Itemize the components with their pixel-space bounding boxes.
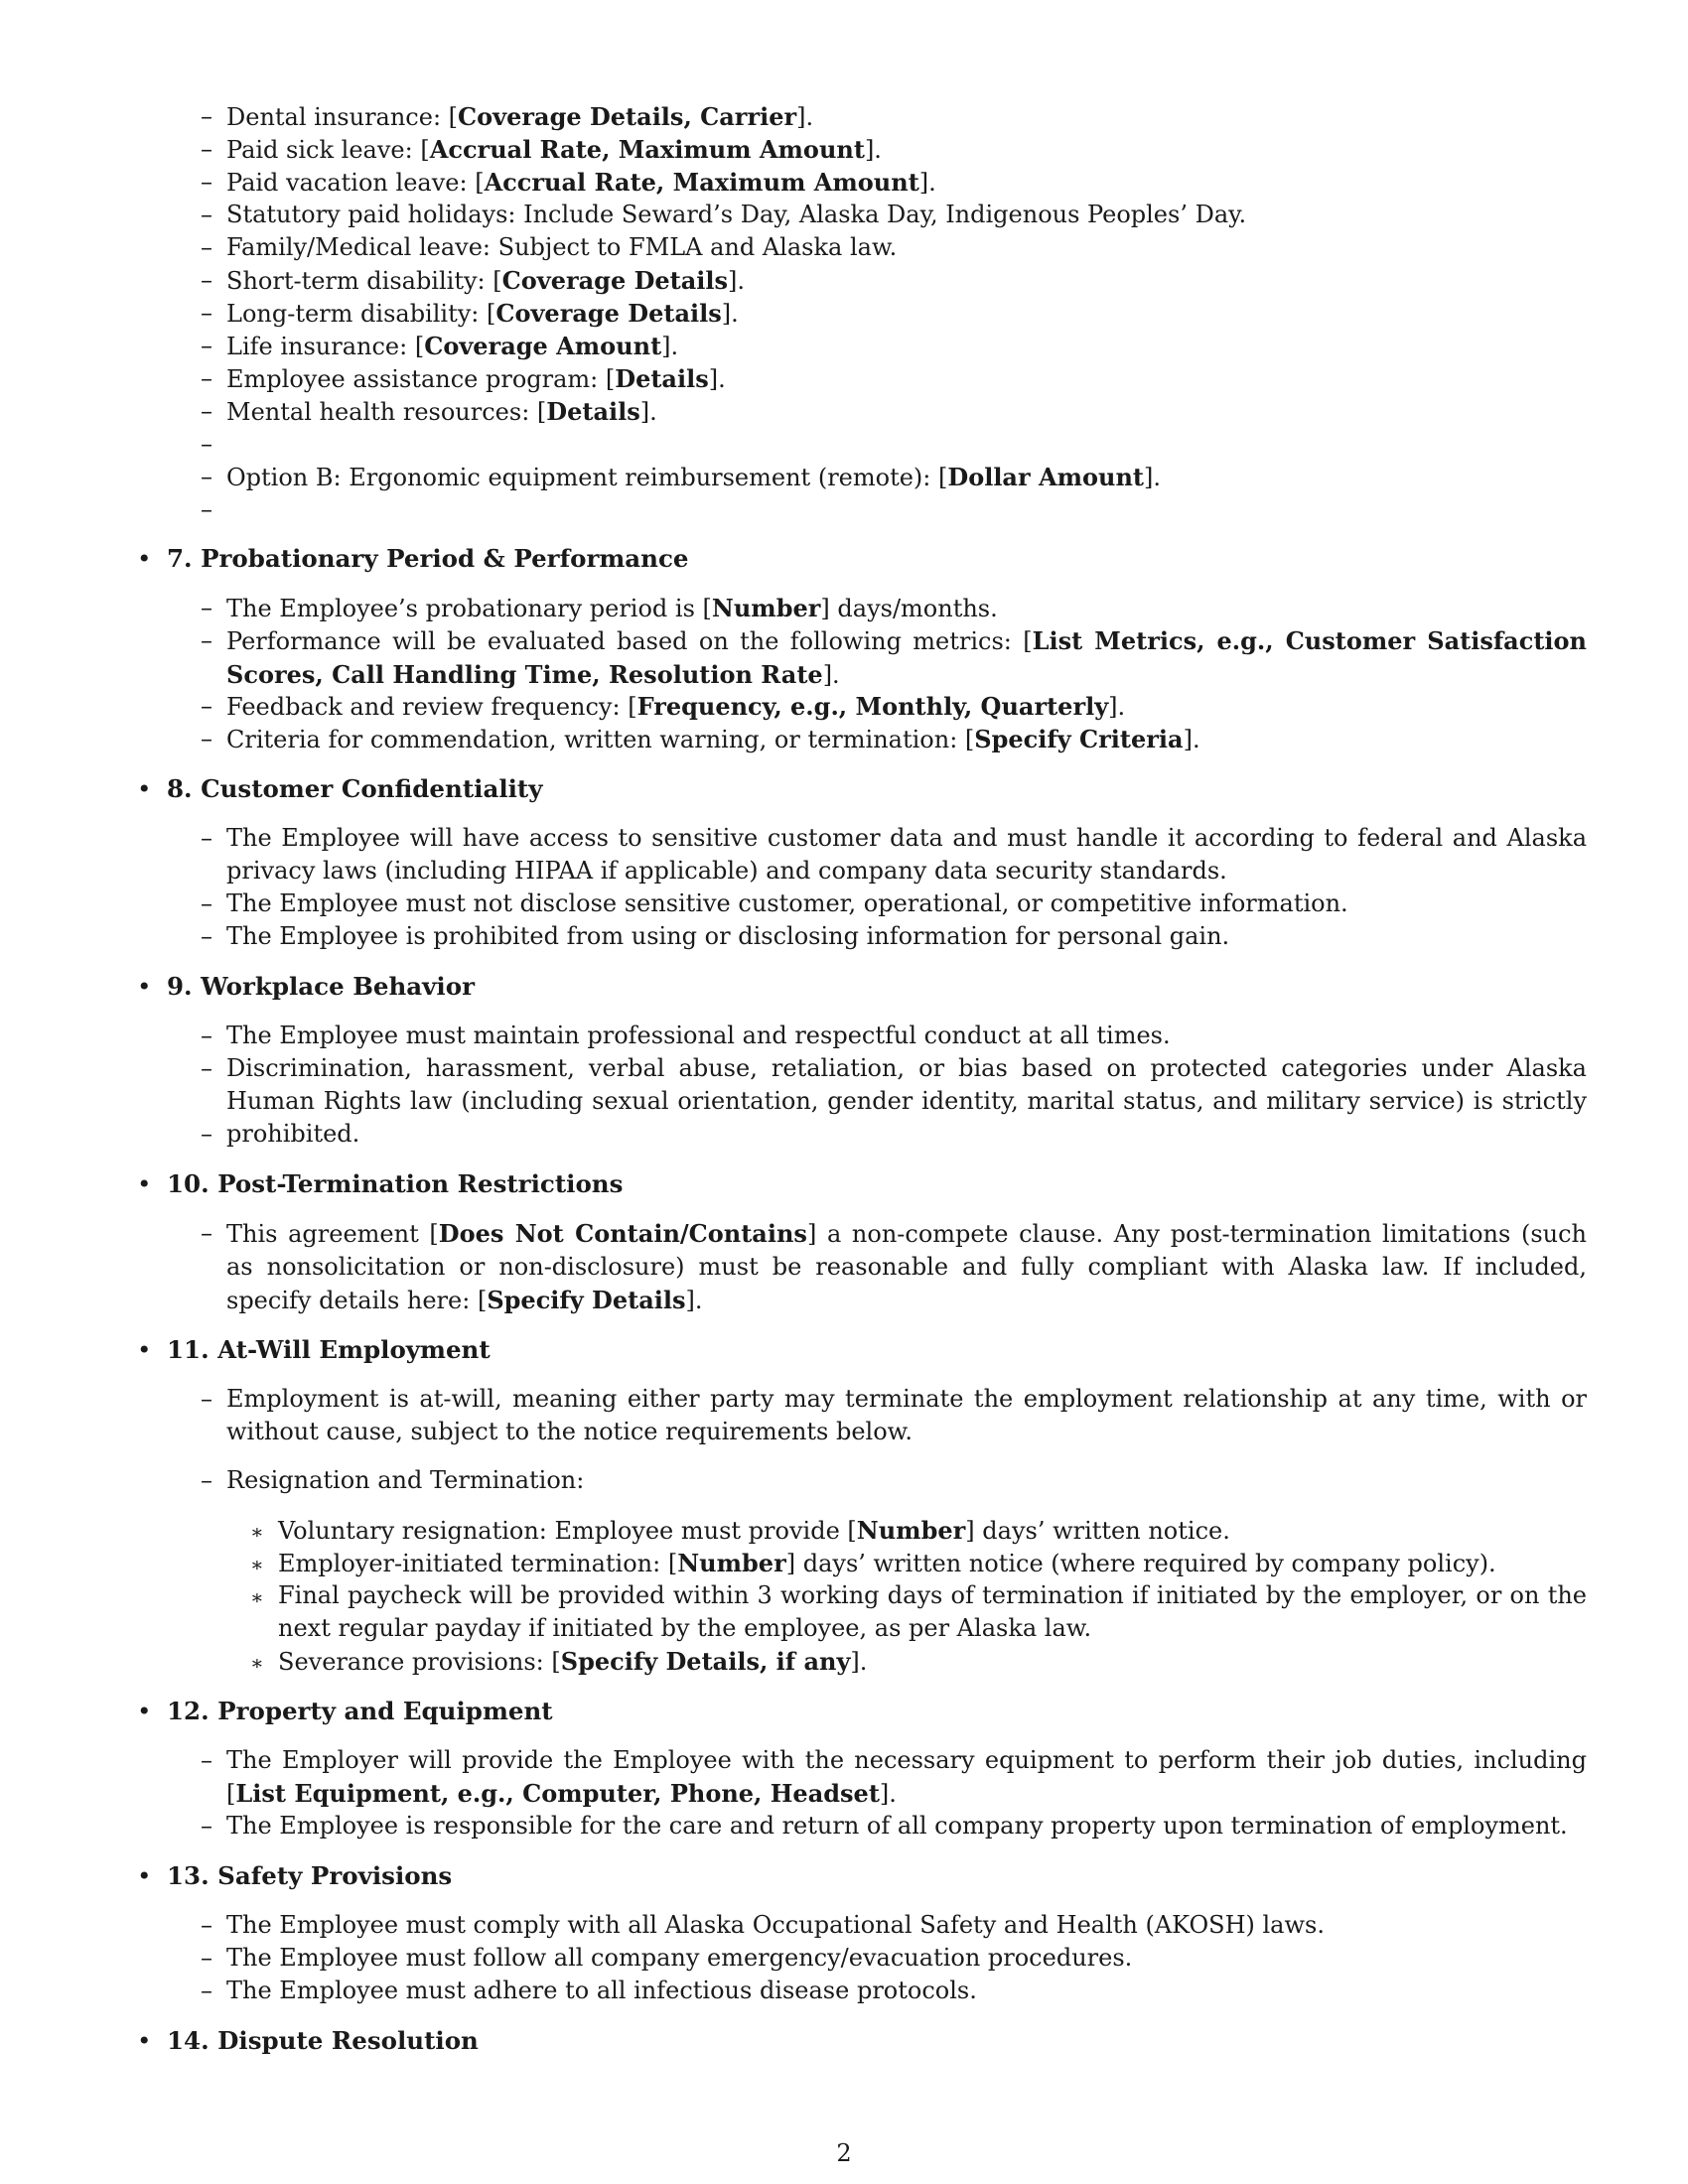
placeholder: Details	[615, 364, 709, 393]
section-8-item: – The Employee is prohibited from using or disclosing information for personal gain.	[201, 922, 1230, 950]
placeholder: Details	[546, 397, 640, 426]
placeholder: Coverage Details, Carrier	[458, 102, 797, 131]
dash-marker: –	[201, 430, 212, 458]
dash-marker: –	[201, 332, 212, 359]
section-heading-13: • 13. Safety Provisions	[137, 1861, 453, 1890]
section-heading-11: • 11. At-Will Employment	[137, 1335, 491, 1364]
section-11-subitem: ∗ Employer-initiated termination: [Number] days’ written notice (where required by company policy).	[250, 1549, 1496, 1577]
section-12-item: – The Employee is responsible for the care and return of all company property upon termination of employment.	[201, 1812, 1568, 1840]
section-heading-9: • 9. Workplace Behavior	[137, 972, 475, 1001]
placeholder: Coverage Details	[501, 266, 729, 295]
benefit-dental: – Dental insurance: [Coverage Details, Carrier].	[201, 102, 814, 131]
benefit-fmla: – Family/Medical leave: Subject to FMLA and Alaska law.	[226, 231, 1587, 264]
placeholder: Coverage Details	[495, 299, 722, 328]
placeholder: Number	[856, 1516, 966, 1545]
section-heading-10: • 10. Post-Termination Restrictions	[137, 1169, 624, 1198]
benefit-sick-leave: – Paid sick leave: [Accrual Rate, Maximum Amount].	[201, 135, 882, 164]
section-13-item: – The Employee must comply with all Alaska Occupational Safety and Health (AKOSH) laws.	[201, 1911, 1325, 1939]
placeholder: Specify Details	[487, 1286, 686, 1314]
section-heading-7: • 7. Probationary Period & Performance	[137, 544, 689, 573]
benefit-life-insurance: – Life insurance: [Coverage Amount].	[201, 332, 679, 360]
benefit-short-term-disability: – Short-term disability: [Coverage Details].	[201, 266, 746, 295]
section-heading-12: • 12. Property and Equipment	[137, 1697, 553, 1725]
dash-marker: –	[201, 266, 212, 294]
section-11-item: – Resignation and Termination:	[201, 1466, 585, 1494]
section-11-item: – Employment is at-will, meaning either party may terminate the employment relationship at any time, with or without cause, subject to the notice requirements below.	[201, 1385, 1587, 1445]
placeholder: Dollar Amount	[947, 463, 1144, 491]
section-7-item: – Criteria for commendation, written warning, or termination: [Specify Criteria].	[201, 725, 1200, 753]
section-heading-14: • 14. Dispute Resolution	[137, 2026, 479, 2055]
section-11-subitem: ∗ Final paycheck will be provided within 3 working days of termination if initiated by the employer, or on the next regular payday if initiated by the employee, as per Alaska law.	[250, 1581, 1587, 1642]
section-8-item: – The Employee will have access to sensitive customer data and must handle it according to federal and Alaska privacy laws (including HIPAA if applicable) and company data security standards.	[201, 824, 1587, 885]
section-10-item: – This agreement [Does Not Contain/Contains] a non-compete clause. Any post-termination limitations (such as nonsolicitation or non-disclosure) must be reasonable and fully compliant with Alaska law. If included, specify details here: [Specify Details].	[201, 1219, 1588, 1314]
benefit-option-b: – Option B: Ergonomic equipment reimbursement (remote): [Dollar Amount].	[201, 463, 1161, 491]
placeholder: Coverage Amount	[424, 332, 662, 360]
bullet-marker: •	[137, 544, 152, 573]
dash-marker: –	[201, 233, 212, 261]
placeholder: Number	[711, 594, 821, 622]
benefit-mental-health: – Mental health resources: [Details].	[201, 397, 657, 426]
dash-marker: –	[201, 102, 212, 130]
section-11-subitem: ∗ Severance provisions: [Specify Details, if any].	[250, 1647, 868, 1676]
section-9-item: – Discrimination, harassment, verbal abuse, retaliation, or bias based on protected categories under Alaska Human Rights law (including sexual orientation, gender identity, marital status, and military service) is strictly prohibited.	[201, 1054, 1587, 1148]
dash-marker: –	[201, 397, 212, 425]
placeholder: Number	[677, 1549, 786, 1577]
benefit-long-term-disability: – Long-term disability: [Coverage Details].	[201, 299, 739, 328]
dash-marker: –	[201, 495, 212, 523]
placeholder: Specify Details, if any	[560, 1647, 851, 1676]
placeholder: Accrual Rate, Maximum Amount	[484, 168, 919, 197]
benefit-eap: – Employee assistance program: [Details].	[201, 364, 726, 393]
placeholder: List Metrics, e.g., Customer Satisfaction Scores, Call Handling Time, Resolution Rate	[226, 626, 1587, 689]
placeholder: Specify Criteria	[974, 725, 1184, 753]
dash-marker: –	[201, 168, 212, 196]
dash-marker: –	[201, 201, 212, 228]
dash-marker: –	[201, 135, 212, 163]
section-heading-8: • 8. Customer Confidentiality	[137, 774, 543, 803]
document-page: – Dental insurance: [Coverage Details, Carrier]. – Paid sick leave: [Accrual Rate, Maximum Amount]. – Paid vacation leave: [Accrual Rate, Maximum Amount]. – Statutory paid holidays: Include Seward’s Day, Alaska Day, Indigenous Peoples’ Day. – Family/Medical leave: Subject to FMLA and Alaska law. – Short-term disability: [Coverage Details]. – Long-term disability: [Coverage Details]. – Life insurance: [Coverage Amount]. – Employee assistance program: [Details]. – Mental health resources: [Details]. – – Option B: Ergonomic equipment reimbursement (remote): [Dollar Amount]. – • 7. Probationary Period & Performance – The Employee’s probationary period is [Number] days/months. – Performance will be evaluated based on the following metrics: [List Metrics, e.g., Customer Satisfaction Scores, Call Handling Time, Resolution Rate]. – Feedback and review frequency: [Frequency, e.g., Monthly, Quarterly]. – Criteria for commendation, written warning, or termination: [Specify Criteria]. • 8. Customer Confidentiality – The Employee will have access to sensitive customer data and must handle it according to federal and Alaska privacy laws (including HIPAA if applicable) and company data security standards. – The Employee must not disclose sensitive customer, operational, or competitive information. – The Employee is prohibited from using or disclosing information for personal gain. • 9. Workplace Behavior – The Employee must maintain professional and respectful conduct at all times. – Discrimination, harassment, verbal abuse, retaliation, or bias based on protected categories under Alaska Human Rights law (including sexual orientation, gender identity, marital status, and military service) is strictly prohibited. – • 10. Post-Termination Restrictions – This agreement [Does Not Contain/Contains] a non-compete clause. Any post-termination limitations (such as nonsolicitation or non-disclosure) must be reasonable and fully compliant with Alaska law. If included, specify details here: [Specify Details]. • 11. At-Will Employment – Employment is at-will, meaning either party may terminate the employment relationship at any time, with or without cause, subject to the notice requirements below. – Resignation and Termination: ∗ Voluntary resignation: Employee must provide [Number] days’ written notice. ∗ Employer-initiated termination: [Number] days’ written notice (where required by company policy). ∗ Final paycheck will be provided within 3 working days of termination if initiated by the employer, or on the next regular payday if initiated by the employee, as per Alaska law. ∗ Severance provisions: [Specify Details, if any]. • 12. Property and Equipment – The Employer will provide the Employee with the necessary equipment to perform their job duties, including [List Equipment, e.g., Computer, Phone, Headset]. – The Employee is responsible for the care and return of all company property upon termination of employment. • 13. Safety Provisions – The Employee must comply with all Alaska Occupational Safety and Health (AKOSH) laws. – The Employee must follow all company emergency/evacuation procedures. – The Employee must adhere to all infectious disease protocols. • 14. Dispute Resolution 2	[0, 0, 1688, 2184]
benefit-holidays: – Statutory paid holidays: Include Seward’s Day, Alaska Day, Indigenous Peoples’ Day.	[226, 199, 1587, 231]
placeholder: Frequency, e.g., Monthly, Quarterly	[636, 692, 1109, 721]
section-7-item: – Feedback and review frequency: [Frequency, e.g., Monthly, Quarterly].	[201, 692, 1126, 721]
section-13-item: – The Employee must adhere to all infectious disease protocols.	[201, 1977, 977, 2004]
placeholder: Accrual Rate, Maximum Amount	[429, 135, 865, 164]
star-marker: ∗	[250, 1520, 264, 1544]
section-7-item: – Performance will be evaluated based on the following metrics: [List Metrics, e.g., Customer Satisfaction Scores, Call Handling Time, Resolution Rate].	[201, 626, 1587, 689]
dash-marker: –	[201, 364, 212, 392]
dash-marker: –	[201, 463, 212, 490]
section-12-item: – The Employer will provide the Employee with the necessary equipment to perform their job duties, including [List Equipment, e.g., Computer, Phone, Headset].	[201, 1746, 1587, 1808]
dash-marker: –	[201, 299, 212, 327]
benefit-vacation-leave: – Paid vacation leave: [Accrual Rate, Maximum Amount].	[201, 168, 936, 197]
section-8-item: – The Employee must not disclose sensitive customer, operational, or competitive information.	[201, 889, 1348, 917]
placeholder: List Equipment, e.g., Computer, Phone, Headset	[235, 1779, 880, 1808]
section-9-item: – The Employee must maintain professional and respectful conduct at all times.	[201, 1022, 1171, 1049]
placeholder: Does Not Contain/Contains	[438, 1219, 807, 1248]
section-7-item: – The Employee’s probationary period is [Number] days/months.	[201, 594, 998, 622]
section-11-subitem: ∗ Voluntary resignation: Employee must provide [Number] days’ written notice.	[278, 1514, 1587, 1548]
page-number: 2	[836, 2139, 852, 2167]
section-13-item: – The Employee must follow all company emergency/evacuation procedures.	[201, 1944, 1133, 1972]
